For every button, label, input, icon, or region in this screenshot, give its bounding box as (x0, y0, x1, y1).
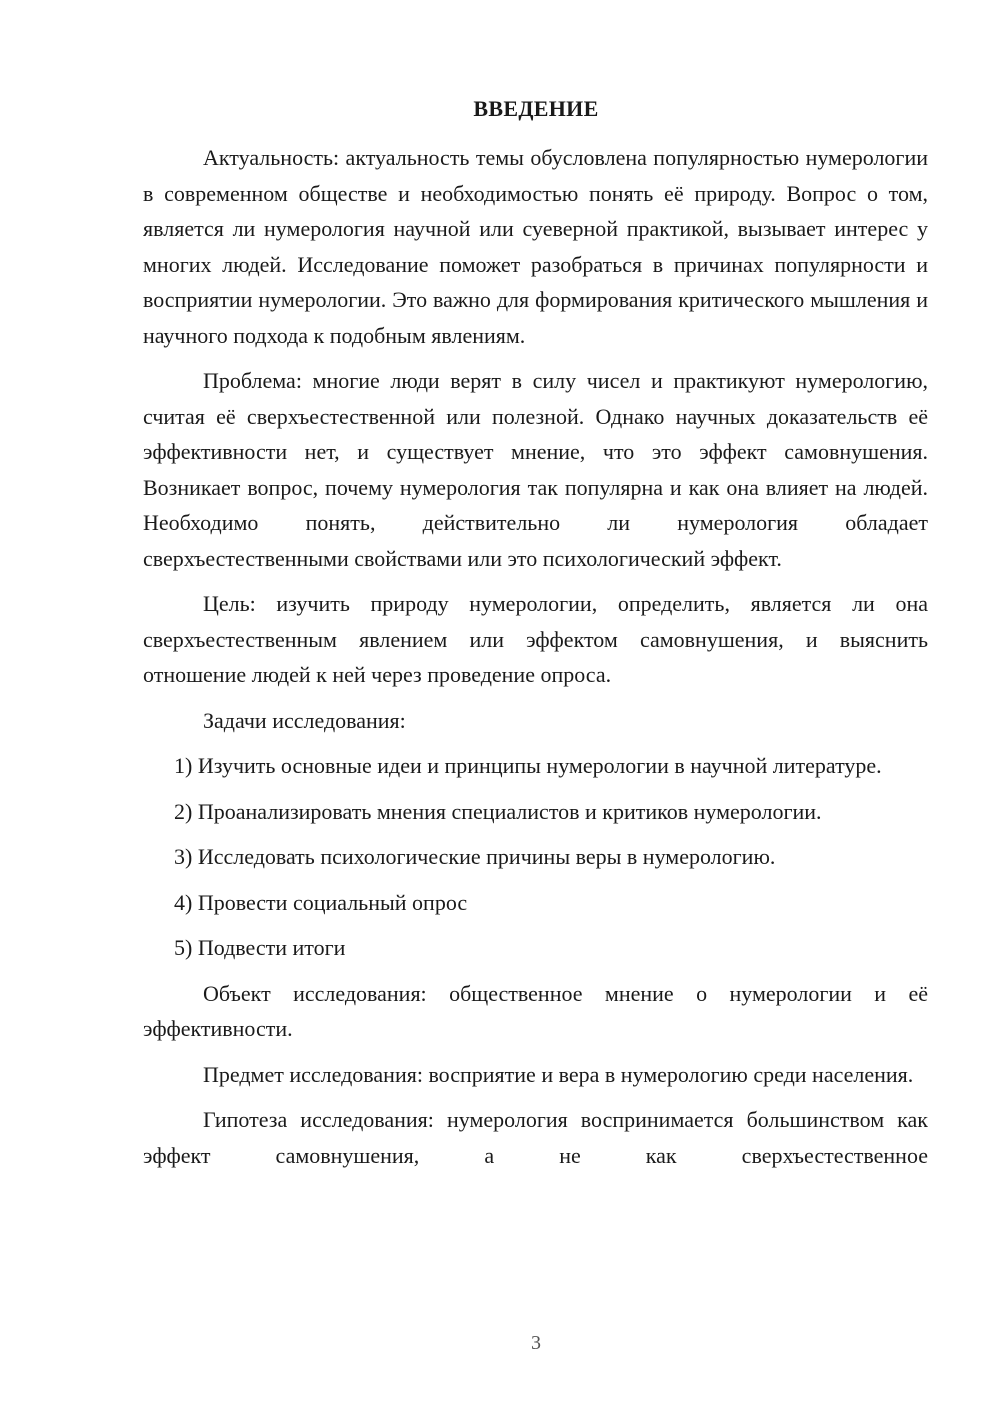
tasks-heading: Задачи исследования: (203, 707, 406, 733)
page-number: 3 (531, 1332, 541, 1354)
relevance-paragraph: Актуальность: актуальность темы обусловлена популярностью нумерологии в современном обществе и необходимостью понять её природу. Вопрос о том, является ли нумерология научной или суеверной практикой, вызывает интерес у многих людей. Исследование поможет разобраться в причинах популярности и восприятии нумерологии. Это важно для формирования критического мышления и научного подхода к подобным явлениям. (143, 145, 928, 348)
task-item: 4) Провести социальный опрос (174, 889, 468, 915)
task-item: 1) Изучить основные идеи и принципы нумерологии в научной литературе. (174, 753, 882, 778)
section-title: ВВЕДЕНИЕ (473, 96, 599, 121)
subject-paragraph: Предмет исследования: восприятие и вера в нумерологию среди населения. (203, 1061, 914, 1087)
document-body (143, 140, 928, 1183)
goal-paragraph: Цель: изучить природу нумерологии, определить, является ли она сверхъестественным явлением или эффектом самовнушения, и выяснить отношение людей к ней через проведение опроса. (143, 591, 928, 687)
hypothesis-paragraph: Гипотеза исследования: нумерология воспринимается большинством как эффект самовнушения, а не как сверхъестественное (143, 1107, 928, 1168)
object-paragraph: Объект исследования: общественное мнение о нумерологии и её эффективности. (143, 980, 928, 1041)
task-item: 5) Подвести итоги (174, 935, 346, 960)
task-item: 2) Проанализировать мнения специалистов и критиков нумерологии. (174, 798, 822, 824)
task-item: 3) Исследовать психологические причины веры в нумерологию. (174, 844, 776, 869)
problem-paragraph: Проблема: многие люди верят в силу чисел и практикуют нумерологию, считая её сверхъестественной или полезной. Однако научных доказательств её эффективности нет, и существует мнение, что это эффект самовнушения. Возникает вопрос, почему нумерология так популярна и как она влияет на людей. Необходимо понять, действительно ли нумерология обладает сверхъестественными свойствами или это психологический эффект. (143, 368, 928, 571)
